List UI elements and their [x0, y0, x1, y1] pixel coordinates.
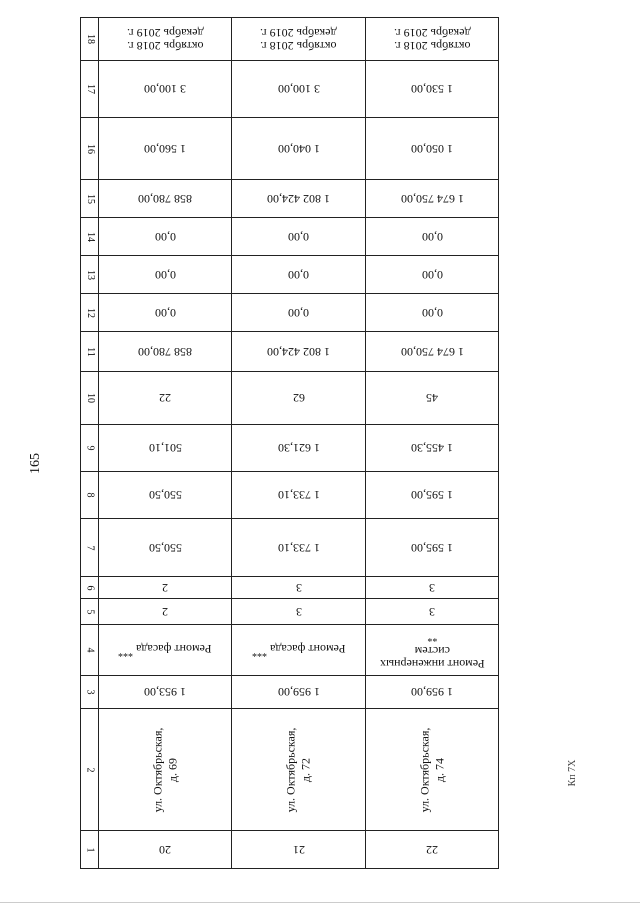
table-cell: 3 — [366, 599, 499, 625]
address-cell: ул. Октябрьская, д. 74 — [366, 709, 499, 831]
row-number-cell: 21 — [232, 831, 366, 869]
table-cell: 3 100,00 — [99, 61, 232, 118]
table-cell: 0,00 — [99, 256, 232, 294]
column-header-13: 13 — [81, 256, 99, 294]
table-cell: 0,00 — [99, 294, 232, 332]
program-table — [80, 17, 499, 869]
table-row — [81, 294, 499, 332]
column-header-16: 16 — [81, 118, 99, 180]
table-cell: 3 — [232, 599, 366, 625]
table-cell: 1 040,00 — [232, 118, 366, 180]
column-header-12: 12 — [81, 294, 99, 332]
work-type-cell: Ремонт фасада *** — [99, 625, 232, 676]
table-cell: 2 — [99, 577, 232, 599]
table-row — [81, 218, 499, 256]
table-cell: 1 595,00 — [366, 472, 499, 519]
table-cell: 1 959,00 — [366, 676, 499, 709]
work-type-cell: Ремонт инженерных систем ** — [366, 625, 499, 676]
column-header-3: 3 — [81, 676, 99, 709]
table-cell: 0,00 — [366, 294, 499, 332]
column-header-6: 6 — [81, 577, 99, 599]
table-row — [81, 180, 499, 218]
table-cell: 1 953,00 — [99, 676, 232, 709]
period-cell: октябрь 2018 г. декабрь 2019 г. — [232, 18, 366, 61]
table-row — [81, 599, 499, 625]
table-row — [81, 676, 499, 709]
table-cell: 3 — [366, 577, 499, 599]
table-cell: 0,00 — [99, 218, 232, 256]
table-cell: 1 621,30 — [232, 425, 366, 472]
table-cell: 1 959,00 — [232, 676, 366, 709]
table-row — [81, 332, 499, 372]
table-cell: 858 780,00 — [99, 332, 232, 372]
table-cell: 501,10 — [99, 425, 232, 472]
table-row — [81, 118, 499, 180]
column-header-9: 9 — [81, 425, 99, 472]
table-cell: 1 802 424,00 — [232, 180, 366, 218]
work-type-cell: Ремонт фасада *** — [232, 625, 366, 676]
column-header-8: 8 — [81, 472, 99, 519]
table-cell: 22 — [99, 372, 232, 425]
table-row — [81, 831, 499, 869]
column-header-15: 15 — [81, 180, 99, 218]
table-row — [81, 61, 499, 118]
table-cell: 1 530,00 — [366, 61, 499, 118]
table-cell: 0,00 — [232, 294, 366, 332]
table-row — [81, 472, 499, 519]
column-header-17: 17 — [81, 61, 99, 118]
column-header-5: 5 — [81, 599, 99, 625]
column-header-10: 10 — [81, 372, 99, 425]
table-cell: 0,00 — [366, 218, 499, 256]
period-cell: октябрь 2018 г. декабрь 2019 г. — [366, 18, 499, 61]
table-cell: 1 733,10 — [232, 519, 366, 577]
column-header-4: 4 — [81, 625, 99, 676]
table-cell: 0,00 — [232, 218, 366, 256]
table-row — [81, 256, 499, 294]
table-cell: 0,00 — [366, 256, 499, 294]
table-cell: 3 100,00 — [232, 61, 366, 118]
table-cell: 550,50 — [99, 519, 232, 577]
table-cell: 3 — [232, 577, 366, 599]
page-number: 165 — [28, 453, 43, 474]
column-header-14: 14 — [81, 218, 99, 256]
table-cell: 550,50 — [99, 472, 232, 519]
table-cell: 0,00 — [232, 256, 366, 294]
row-number-cell: 20 — [99, 831, 232, 869]
table-cell: 45 — [366, 372, 499, 425]
table-row — [81, 425, 499, 472]
column-header-11: 11 — [81, 332, 99, 372]
table-row — [81, 709, 499, 831]
footer-code: Кп 7Х — [567, 759, 578, 787]
column-header-1: 1 — [81, 831, 99, 869]
table-cell: 858 780,00 — [99, 180, 232, 218]
address-cell: ул. Октябрьская, д. 72 — [232, 709, 366, 831]
column-header-7: 7 — [81, 519, 99, 577]
bottom-rule — [0, 902, 640, 903]
table-cell: 1 674 750,00 — [366, 332, 499, 372]
table-cell: 62 — [232, 372, 366, 425]
table-cell: 1 733,10 — [232, 472, 366, 519]
table-cell: 1 560,00 — [99, 118, 232, 180]
table-row — [81, 18, 499, 61]
row-number-cell: 22 — [366, 831, 499, 869]
table-row — [81, 625, 499, 676]
table-row — [81, 577, 499, 599]
table-cell: 1 050,00 — [366, 118, 499, 180]
table-cell: 2 — [99, 599, 232, 625]
table-row — [81, 372, 499, 425]
table-row — [81, 519, 499, 577]
table-cell: 1 674 750,00 — [366, 180, 499, 218]
column-header-2: 2 — [81, 709, 99, 831]
table-cell: 1 802 424,00 — [232, 332, 366, 372]
address-cell: ул. Октябрьская, д. 69 — [99, 709, 232, 831]
table-cell: 1 455,30 — [366, 425, 499, 472]
column-header-18: 18 — [81, 18, 99, 61]
period-cell: октябрь 2018 г. декабрь 2019 г. — [99, 18, 232, 61]
table-cell: 1 595,00 — [366, 519, 499, 577]
